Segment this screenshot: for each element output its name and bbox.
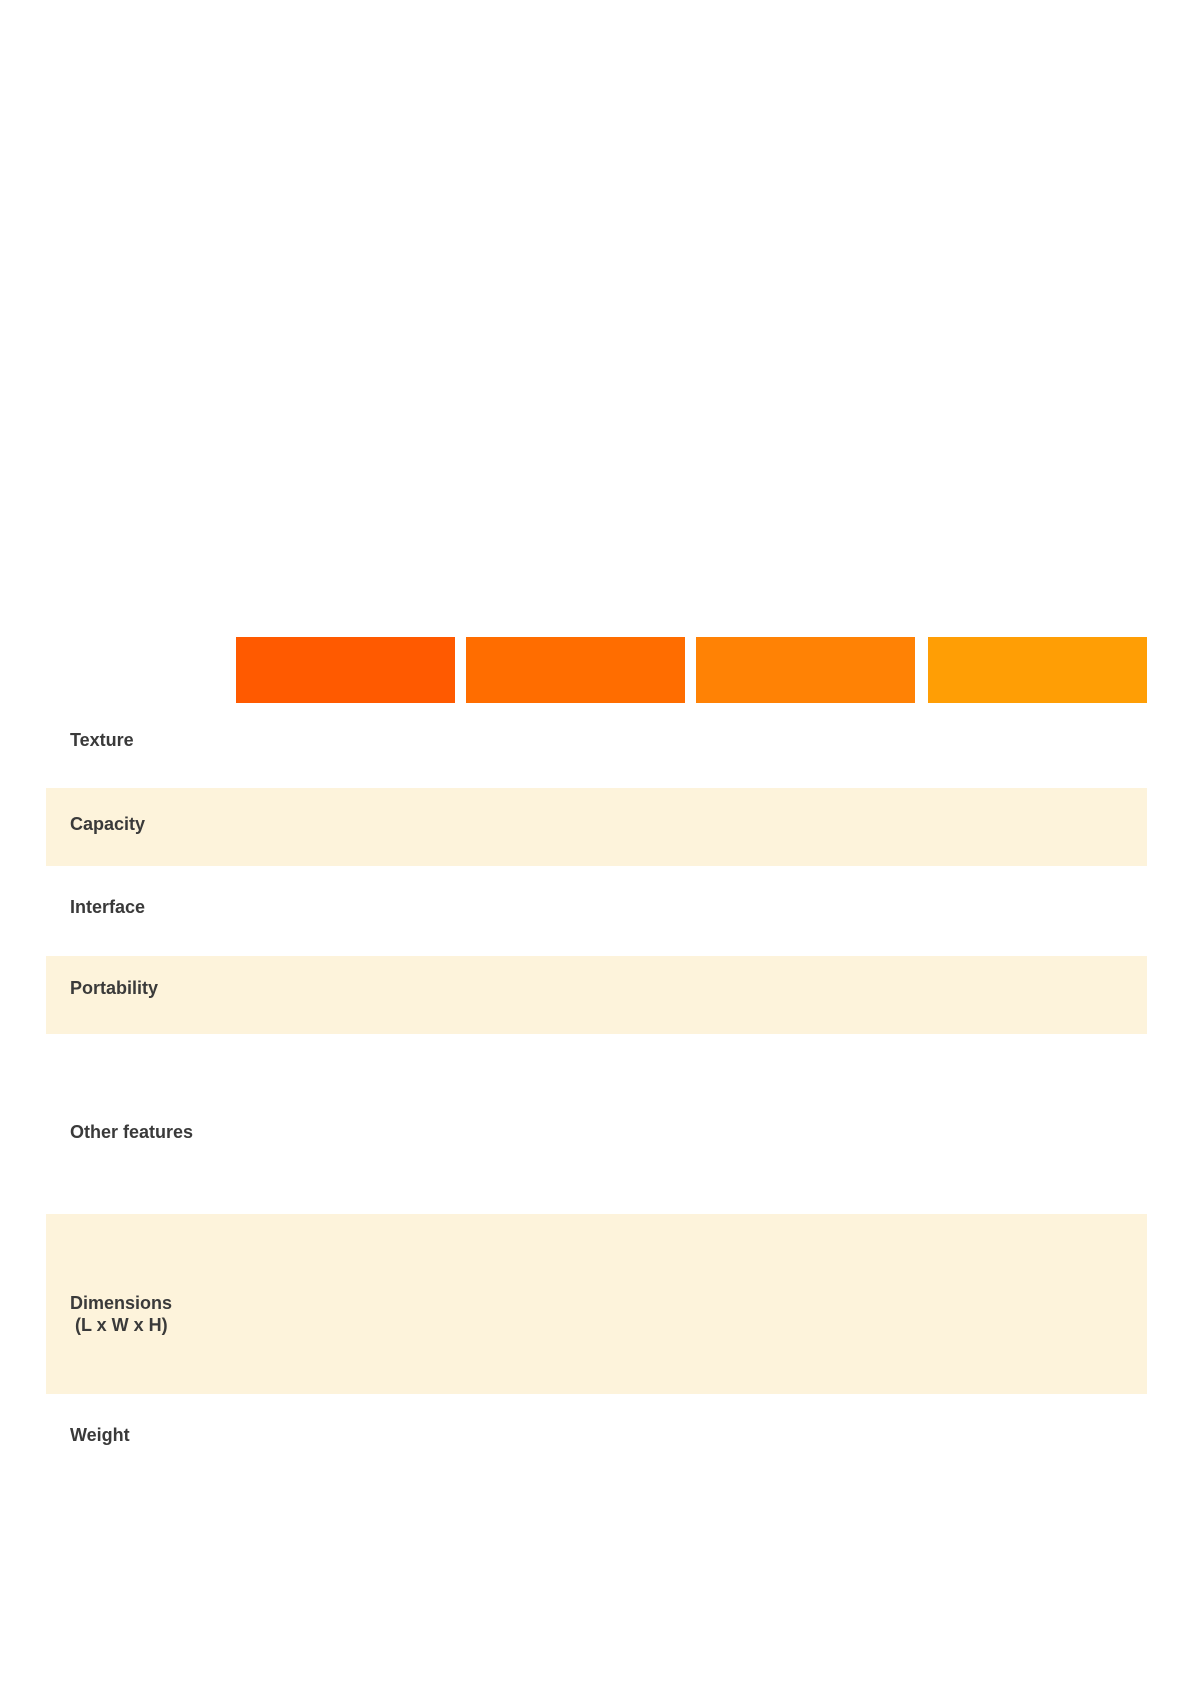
row-label-interface: Interface xyxy=(70,897,146,917)
table-row-weight xyxy=(46,1394,1147,1484)
column-header-swatch-2 xyxy=(466,637,685,703)
table-row-other-features xyxy=(46,1034,1147,1214)
table-row-texture xyxy=(46,705,1147,788)
row-label-texture: Texture xyxy=(70,730,134,750)
table-row-dimensions xyxy=(46,1214,1147,1394)
column-header-swatch-4 xyxy=(928,637,1147,703)
row-label-portability: Portability xyxy=(70,978,159,998)
row-label-capacity: Capacity xyxy=(70,814,146,834)
table-row-portability xyxy=(46,956,1147,1034)
table-row-interface xyxy=(46,866,1147,956)
table-row-capacity xyxy=(46,788,1147,866)
column-header-swatch-1 xyxy=(236,637,455,703)
row-label-weight: Weight xyxy=(70,1425,130,1445)
column-header-swatch-3 xyxy=(696,637,915,703)
row-label-dimensions: Dimensions (L x W x H) xyxy=(70,1293,173,1335)
row-label-other-features: Other features xyxy=(70,1122,194,1142)
